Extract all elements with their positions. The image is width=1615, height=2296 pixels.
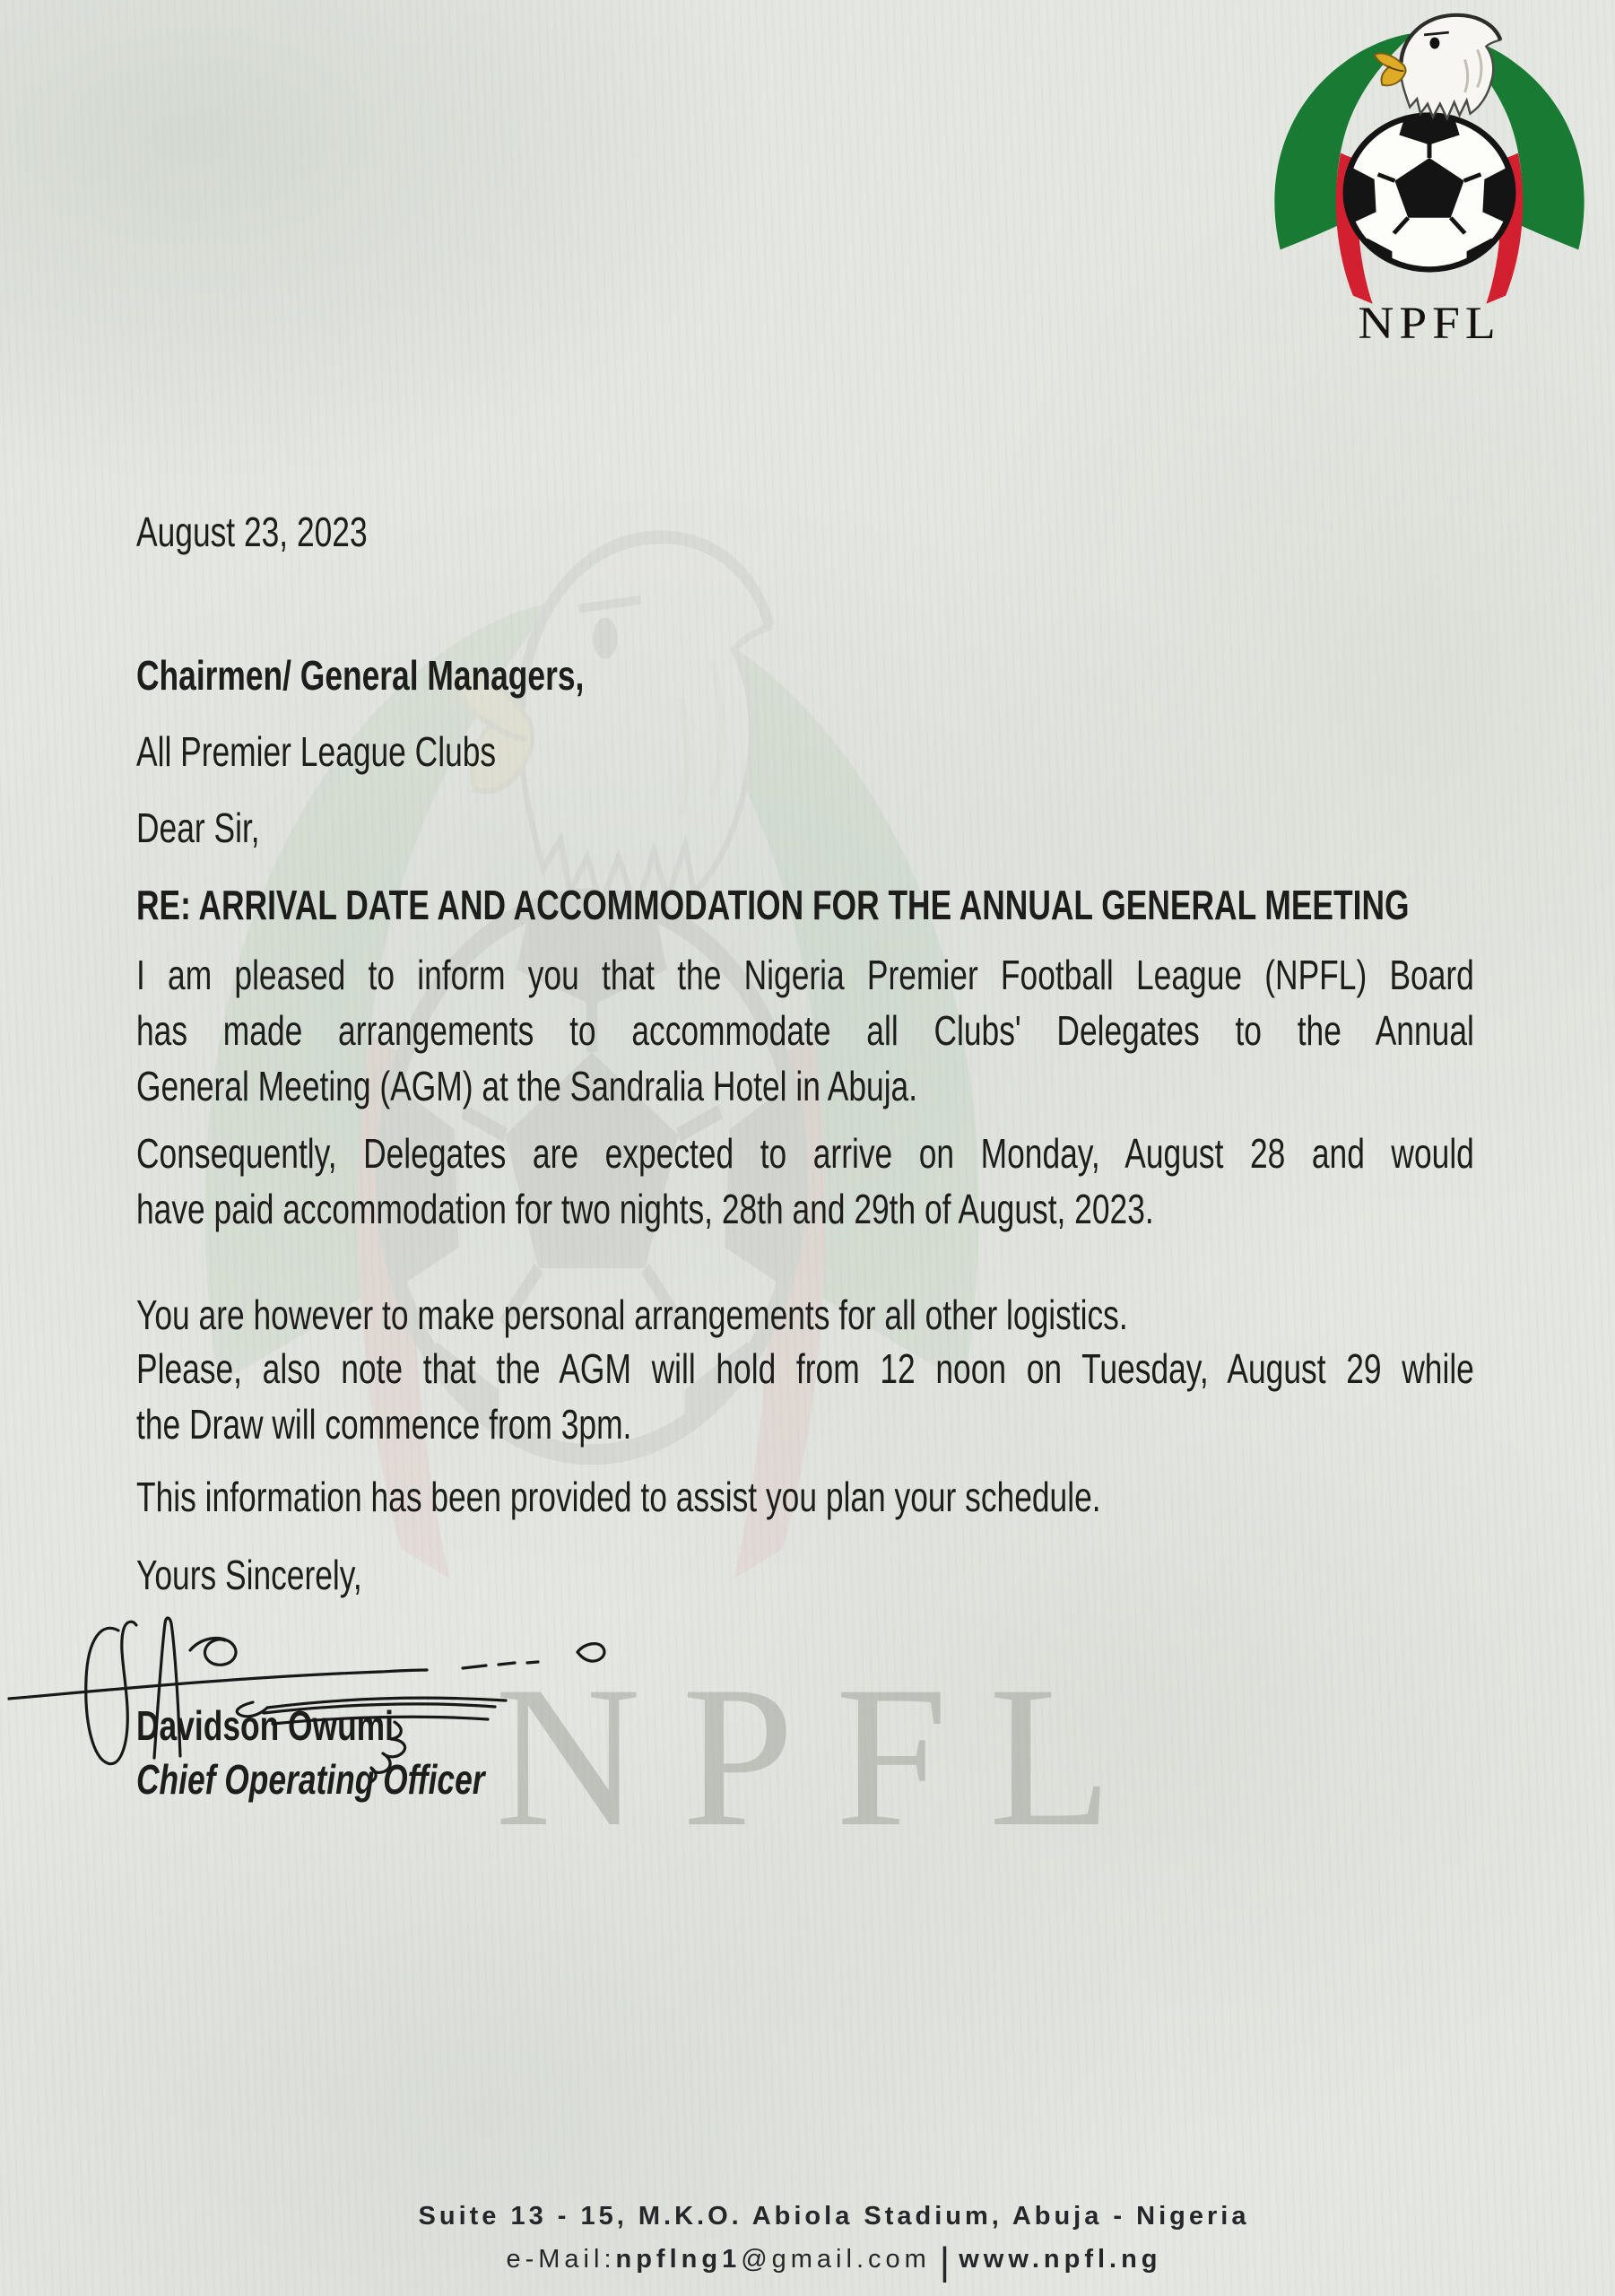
footer-email-user: npflng1: [615, 2245, 742, 2274]
paragraph-line: have paid accommodation for two nights, 28th and 29th of August, 2023.: [136, 1186, 1154, 1232]
body-paragraph-2: [136, 1126, 1474, 1237]
addressee-org: All Premier League Clubs: [136, 728, 497, 775]
paragraph-line: You are however to make personal arrangements for all other logistics.: [136, 1292, 1128, 1338]
body-paragraph-3: [136, 1287, 1474, 1343]
footer-address: Suite 13 - 15, M.K.O. Abiola Stadium, Abuja - Nigeria: [418, 2202, 1250, 2231]
paragraph-line: Consequently, Delegates are expected to arrive on Monday, August 28 and would: [136, 1130, 1474, 1177]
paragraph-line: the Draw will commence from 3pm.: [136, 1401, 632, 1448]
signature-scribble: [4, 1595, 626, 1787]
letter-body: [136, 0, 1474, 2296]
paragraph-line: I am pleased to inform you that the Nigeria Premier Football League (NPFL) Board: [136, 952, 1474, 998]
logo-wordmark: NPFL: [1358, 297, 1501, 349]
salutation: Dear Sir,: [136, 804, 260, 851]
paragraph-line: Please, also note that the AGM will hold from 12 noon on Tuesday, August 29 while: [136, 1345, 1474, 1392]
body-paragraph-5: [136, 1469, 1474, 1525]
signatory-title: Chief Operating Officer: [136, 1756, 485, 1803]
footer-email-domain: @gmail.com: [741, 2245, 931, 2274]
addressee-title: Chairmen/ General Managers,: [136, 652, 585, 699]
paragraph-line: has made arrangements to accommodate all Clubs' Delegates to the Annual: [136, 1007, 1474, 1054]
subject-line: RE: ARRIVAL DATE AND ACCOMMODATION FOR THE ANNUAL GENERAL MEETING: [136, 882, 1410, 928]
letter-date: August 23, 2023: [136, 509, 368, 555]
watermark-text: NPFL: [495, 1644, 1154, 1868]
body-paragraph-4: [136, 1341, 1474, 1452]
signatory-name: Davidson Owumi: [136, 1702, 394, 1749]
footer-website: www.npfl.ng: [959, 2245, 1162, 2274]
footer-email-label: e-Mail:: [506, 2245, 616, 2274]
body-paragraph-1: [136, 947, 1474, 1114]
closing: Yours Sincerely,: [136, 1552, 362, 1598]
footer-separator: |: [939, 2239, 951, 2283]
paragraph-line: This information has been provided to assist you plan your schedule.: [136, 1474, 1101, 1520]
footer-contact-line: [506, 2239, 1161, 2284]
paragraph-line: General Meeting (AGM) at the Sandralia Hotel in Abuja.: [136, 1063, 918, 1109]
